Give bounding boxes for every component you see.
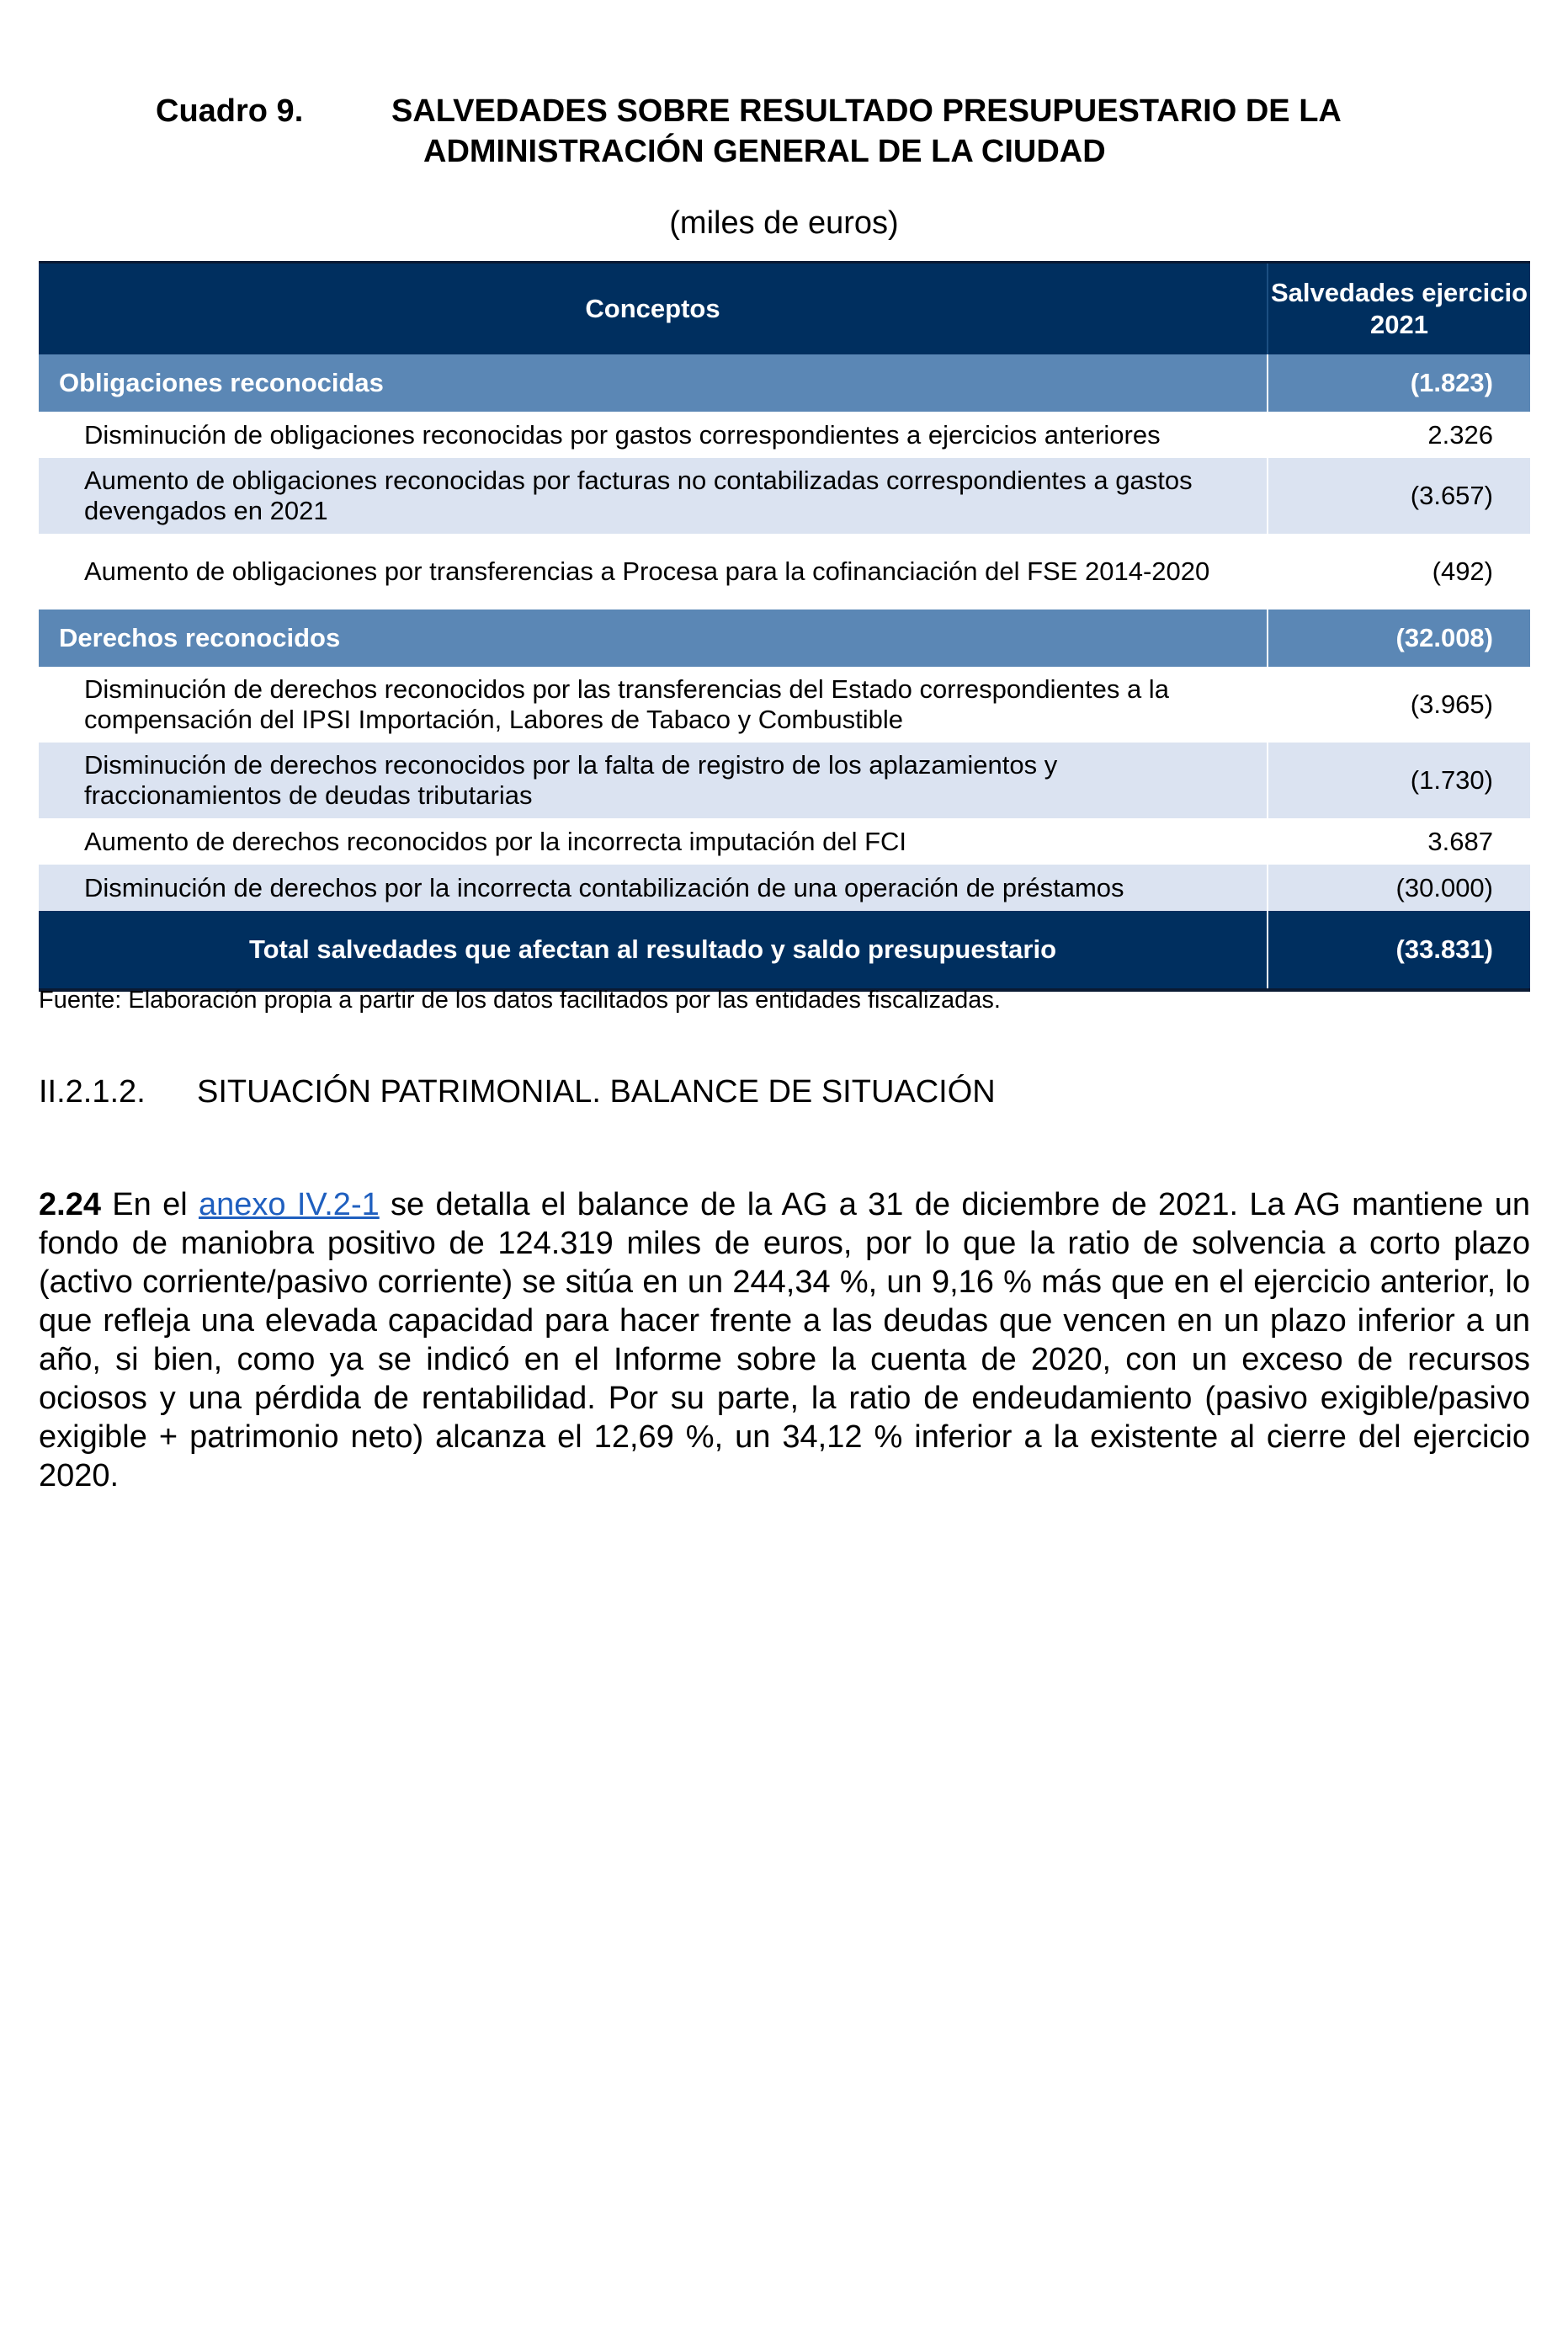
total-label: Total salvedades que afectan al resultado y saldo presupuestario — [39, 911, 1268, 990]
header-value: Salvedades ejercicio 2021 — [1268, 263, 1530, 355]
row-value: 3.687 — [1427, 826, 1493, 856]
paragraph-2-24 — [39, 1185, 1530, 1495]
section-title: SITUACIÓN PATRIMONIAL. BALANCE DE SITUACIÓN — [197, 1074, 996, 1110]
caption-title-line-2: ADMINISTRACIÓN GENERAL DE LA CIUDAD — [423, 134, 1106, 169]
group-row-obligaciones — [39, 354, 1530, 412]
table-row — [39, 667, 1530, 743]
row-value: (3.657) — [1268, 458, 1530, 534]
row-value: (492) — [1432, 556, 1493, 586]
table-row — [39, 865, 1530, 911]
row-value: (1.730) — [1268, 743, 1530, 818]
row-value: 2.326 — [1427, 419, 1493, 450]
caption-title-line-1: SALVEDADES SOBRE RESULTADO PRESUPUESTARIO DE LA — [391, 93, 1342, 129]
row-concept: Aumento de derechos reconocidos por la incorrecta imputación del FCI — [39, 818, 1268, 865]
row-value: (3.965) — [1410, 689, 1493, 719]
salvedades-table — [39, 261, 1530, 992]
row-concept: Aumento de obligaciones reconocidas por facturas no contabilizadas correspondientes a gastos devengados en 2021 — [39, 458, 1268, 534]
paragraph-text-after-link: se detalla el balance de la AG a 31 de diciembre de 2021. La AG mantiene un fondo de maniobra positivo de 124.319 miles de euros, por lo que la ratio de solvencia a corto plazo (activo corriente/pasivo corriente) se sitúa en un 244,34 %, un 9,16 % más que en el ejercicio anterior, lo que refleja una elevada capacidad para hacer frente a las deudas que vencen en un plazo inferior a un año, si bien, como ya se indicó en el Informe sobre la cuenta de 2020, con un exceso de recursos ociosos y una pérdida de rentabilidad. Por su parte, la ratio de endeudamiento (pasivo exigible/pasivo exigible + patrimonio neto) alcanza el 12,69 %, un 34,12 % inferior a la existente al cierre del ejercicio 2020. — [39, 1187, 1530, 1493]
group-value: (1.823) — [1268, 354, 1530, 412]
total-value: (33.831) — [1268, 911, 1530, 990]
total-row — [39, 911, 1530, 990]
row-concept: Aumento de obligaciones por transferencias a Procesa para la cofinanciación del FSE 2014-2020 — [39, 534, 1268, 610]
units-note: (miles de euros) — [669, 205, 899, 241]
group-value: (32.008) — [1268, 610, 1530, 667]
table-row — [39, 818, 1530, 865]
caption-label: Cuadro 9. — [156, 93, 304, 129]
row-concept: Disminución de derechos reconocidos por la falta de registro de los aplazamientos y fraccionamientos de deudas tributarias — [39, 743, 1268, 818]
paragraph-number: 2.24 — [39, 1187, 101, 1222]
table-row — [39, 412, 1530, 458]
section-number: II.2.1.2. — [39, 1074, 146, 1110]
table-row — [39, 743, 1530, 818]
table-header-row — [39, 263, 1530, 355]
header-concepts: Conceptos — [39, 263, 1268, 355]
row-concept: Disminución de obligaciones reconocidas por gastos correspondientes a ejercicios anteriores — [39, 412, 1268, 458]
paragraph-text-before-link: En el — [100, 1187, 199, 1222]
group-row-derechos — [39, 610, 1530, 667]
row-value: (30.000) — [1268, 865, 1530, 911]
group-label: Obligaciones reconocidas — [39, 354, 1268, 412]
group-label: Derechos reconocidos — [39, 610, 1268, 667]
row-concept: Disminución de derechos por la incorrecta contabilización de una operación de préstamos — [39, 865, 1268, 911]
row-concept: Disminución de derechos reconocidos por las transferencias del Estado correspondientes a la compensación del IPSI Importación, Labores de Tabaco y Combustible — [39, 667, 1268, 743]
table-row — [39, 458, 1530, 534]
annex-link[interactable]: anexo IV.2-1 — [198, 1187, 380, 1222]
table-row — [39, 534, 1530, 610]
source-note: Fuente: Elaboración propia a partir de los datos facilitados por las entidades fiscalizadas. — [39, 987, 1001, 1014]
